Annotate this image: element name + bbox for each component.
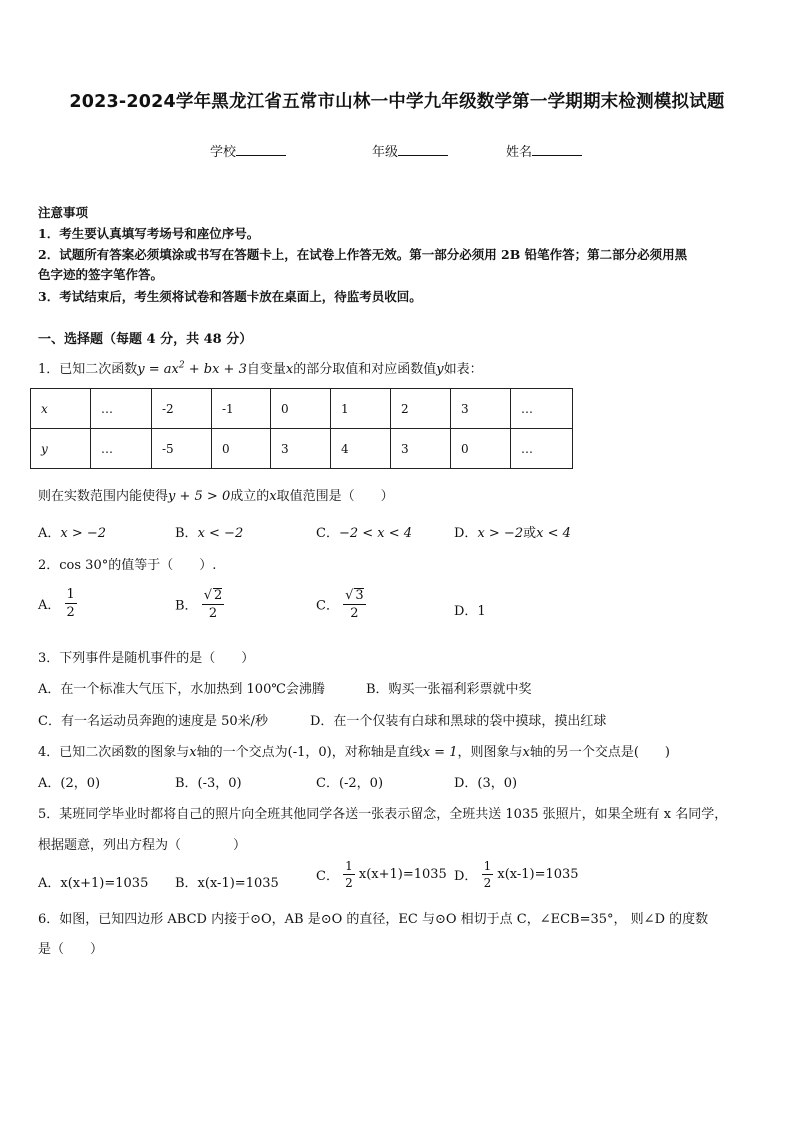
grade-label: 年级 (372, 145, 399, 160)
name-field[interactable] (506, 141, 582, 160)
q5-option-b[interactable]: B．x(x-1)=1035 (175, 876, 279, 891)
q5-option-d[interactable] (454, 860, 579, 889)
fraction-denominator: 2 (483, 876, 492, 890)
q1-stem-a: 1．已知二次函数 (38, 362, 138, 377)
fraction-numerator: √ 3 (345, 588, 364, 603)
q3-option-c[interactable]: C．有一名运动员奔跑的速度是 50米/秒 (38, 714, 269, 729)
option-label: D． (454, 526, 478, 541)
q4-var-x: x (189, 745, 197, 760)
table-cell: 3 (391, 429, 451, 469)
q5-option-a[interactable]: A．x(x+1)=1035 (38, 876, 149, 891)
table-cell: 0 (271, 389, 331, 429)
fraction (343, 588, 366, 620)
q1-option-b[interactable] (175, 522, 243, 541)
q3-option-b[interactable]: B．购买一张福利彩票就中奖 (366, 682, 532, 697)
q2-option-d[interactable]: D．1 (454, 604, 486, 619)
grade-field[interactable] (372, 141, 448, 160)
fraction (343, 860, 355, 889)
table-cell: … (91, 429, 152, 469)
option-text: x > −2 (477, 526, 524, 541)
q1-var-y: y (436, 362, 444, 377)
q4-stem-d: 轴的另一个交点是( ) (529, 745, 670, 760)
q1-question (38, 485, 394, 504)
q1-stem (38, 358, 483, 377)
q4-var-x2: x (522, 745, 530, 760)
fraction-numerator: 1 (483, 859, 492, 873)
fraction-numerator: √ 2 (203, 588, 223, 603)
q4-stem-b: 轴的一个交点为(-1，0)，对称轴是直线 (196, 745, 423, 760)
option-label: D． (454, 869, 478, 884)
table-cell: 3 (451, 389, 511, 429)
option-label: C． (316, 598, 339, 614)
q1-ask-a: 则在实数范围内能使得 (38, 489, 169, 504)
q1-formula (137, 362, 247, 377)
table-cell: x (31, 389, 91, 429)
q4-axis-line: x = 1 (422, 745, 458, 760)
q2-option-c[interactable] (316, 588, 366, 620)
table-cell: … (91, 389, 152, 429)
q6-stem-line2: 是（ ） (38, 942, 104, 957)
fraction-denominator: 2 (350, 606, 359, 621)
table-cell: -2 (152, 389, 212, 429)
table-cell: … (511, 429, 573, 469)
q2-option-b[interactable] (175, 588, 224, 620)
q1-ask-var: x (269, 489, 277, 504)
table-cell: 1 (331, 389, 391, 429)
q4-option-c[interactable]: C．(-2，0) (316, 776, 384, 791)
school-label: 学校 (210, 145, 237, 160)
q1-option-c[interactable] (316, 522, 412, 541)
q3-option-a[interactable]: A．在一个标准大气压下，水加热到 100℃会沸腾 (38, 682, 325, 697)
fraction-denominator: 2 (208, 606, 218, 621)
notice-item-2: 2．试题所有答案必须填涂或书写在答题卡上，在试卷上作答无效。第一部分必须用 2B 铅笔作答；第二部分必须用黑 (38, 247, 688, 262)
option-text: x > −2 (60, 526, 107, 541)
section-heading: 一、选择题（每题 4 分，共 48 分） (38, 332, 253, 347)
q1-stem-b: 自变量 (246, 362, 286, 377)
q1-stem-c: 的部分取值和对应函数值 (293, 362, 437, 377)
table-cell: 0 (451, 429, 511, 469)
fraction (482, 860, 494, 889)
sqrt-radicand: 3 (355, 588, 364, 603)
notice-heading: 注意事项 (38, 205, 89, 220)
table-cell: 2 (391, 389, 451, 429)
option-text-2: x < 4 (536, 526, 571, 541)
table-row (31, 389, 573, 429)
q1-value-table (30, 388, 573, 469)
table-cell: 3 (271, 429, 331, 469)
option-text-or: 或 (523, 526, 537, 541)
option-text: x(x-1)=1035 (497, 867, 579, 882)
q1-ask-c: 取值范围是（ ） (276, 489, 394, 504)
option-label: A． (38, 526, 61, 541)
q4-option-d[interactable]: D．(3，0) (454, 776, 518, 791)
q2-stem: 2．cos 30°的值等于（ ）. (38, 558, 217, 573)
q1-ask-formula: y + 5 > 0 (168, 489, 231, 504)
q1-formula-b: + bx + 3 (184, 362, 247, 377)
grade-blank[interactable] (398, 143, 448, 156)
option-label: B． (175, 598, 198, 614)
q1-stem-d: 如表： (443, 362, 483, 377)
name-label: 姓名 (506, 145, 533, 160)
option-label: A． (38, 598, 61, 613)
fraction (65, 588, 77, 619)
fraction-denominator: 2 (345, 876, 353, 890)
notice-item-2-cont: 色字迹的签字笔作答。 (38, 267, 164, 282)
notice-item-3: 3．考试结束后，考生须将试卷和答题卡放在桌面上，待监考员收回。 (38, 289, 422, 304)
sqrt-radicand: 2 (214, 588, 223, 603)
q1-formula-a: y = ax (137, 362, 179, 377)
name-blank[interactable] (532, 143, 582, 156)
option-text: x < −2 (197, 526, 244, 541)
table-cell: -5 (152, 429, 212, 469)
table-cell: … (511, 389, 573, 429)
option-text: −2 < x < 4 (338, 526, 413, 541)
q1-ask-b: 成立的 (230, 489, 270, 504)
q1-option-a[interactable] (38, 522, 106, 541)
table-row (31, 429, 573, 469)
table-cell: y (31, 429, 91, 469)
school-blank[interactable] (236, 143, 286, 156)
school-field[interactable] (210, 141, 286, 160)
q3-stem: 3．下列事件是随机事件的是（ ） (38, 651, 255, 666)
table-cell: -1 (212, 389, 271, 429)
fraction-numerator: 1 (66, 587, 75, 602)
q6-stem-line1: 6．如图，已知四边形 ABCD 内接于⊙O，AB 是⊙O 的直径，EC 与⊙O 相切于点 C，∠ECB=35°， 则∠D 的度数 (38, 912, 709, 927)
q5-option-c[interactable] (316, 860, 447, 889)
q4-stem-c: ，则图象与 (457, 745, 523, 760)
q1-var-x: x (285, 362, 294, 377)
option-label: B． (175, 526, 198, 541)
q3-option-d[interactable]: D．在一个仅装有白球和黑球的袋中摸球，摸出红球 (310, 714, 607, 729)
option-text: x(x+1)=1035 (358, 867, 447, 882)
q1-option-d[interactable] (454, 522, 571, 541)
q5-stem-line1: 5．某班同学毕业时都将自己的照片向全班其他同学各送一张表示留念，全班共送 1035 张照片，如果全班有 x 名同学， (38, 807, 728, 822)
table-cell: 0 (212, 429, 271, 469)
option-label: C． (316, 869, 339, 884)
fraction-numerator: 1 (345, 859, 353, 873)
fraction (202, 588, 225, 620)
q2-option-a[interactable] (38, 588, 77, 619)
notice-item-1: 1．考生要认真填写考场号和座位序号。 (38, 226, 260, 241)
option-label: C． (316, 526, 339, 541)
q4-option-a[interactable]: A．(2，0) (38, 776, 101, 791)
q1-formula-exp: 2 (178, 360, 185, 371)
q4-option-b[interactable]: B．(-3，0) (175, 776, 242, 791)
q5-stem-line2: 根据题意，列出方程为（ ） (38, 838, 247, 853)
fraction-denominator: 2 (66, 605, 75, 620)
q4-stem-a: 4．已知二次函数的图象与 (38, 745, 190, 760)
q4-stem (38, 741, 670, 760)
table-cell: 4 (331, 429, 391, 469)
page-title: 2023-2024学年黑龙江省五常市山林一中学九年级数学第一学期期末检测模拟试题 (69, 92, 725, 112)
